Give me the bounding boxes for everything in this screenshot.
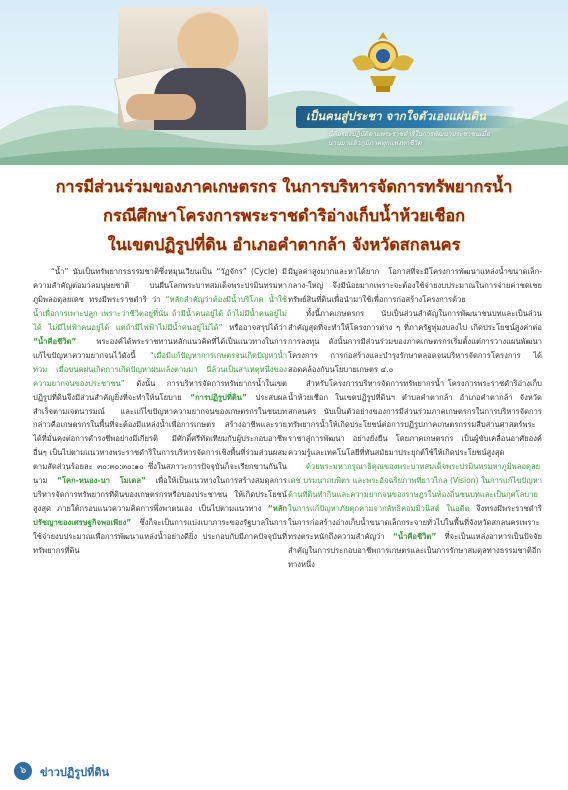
philosophy-name: “หลักปรัชญาของเศรษฐกิจพอเพียง” <box>33 504 287 528</box>
title-line-1: การมีส่วนร่วมของภาคเกษตรกร ในการบริหารจัดการทรัพยากรน้ำ <box>55 177 513 196</box>
king-portrait-photo <box>118 6 268 130</box>
text-run: ซึ่งก็จะเป็นการแบ่งเบาภาระของรัฐบาลในการใช้จ่ายงบประมาณเพื่อการพัฒนาแหล่งน้ำอย่างดียิ่ง ประกอบกับมีภาคปัจจุบันที่ทรัพยากรที่ดิน <box>33 518 287 556</box>
royal-quote: “น้ำคือชีวิต” <box>33 336 77 346</box>
paragraph: สำหรับโครงการบริหารจัดการทรัพยากรน้ำ โครงการพระราชดำริอ่างเก็บน้ำห้วยเชือก ในเขตปฏิรูปที่ดินฯ ตำบลคำตากล้า อำเภอคำตากล้า จังหวัดสกลนคร นับเป็นตัวอย่างของการมีส่วนร่วมภาคเกษตรกรในการบริหารจัดการทรัพยากรน้ำให้เกิดประโยชน์ต่อการปฏิรูปภาคเกษตรกรรมสืบสานศาสตร์พระราชาสู่การพัฒนา อย่างยั่งยืน โดยภาคเกษตรกร เป็นผู้ขับเคลื่อนอาศัยองค์ความรู้และเทคโนโลยีที่ทันสมัยมาประยุกต์ใช้ให้เกิดประโยชน์สูงสุด <box>288 378 542 458</box>
royal-quote: “เมื่อมีแก้ปัญหาการเกษตรจนเกิดปัญหาน้ำท่วม เมื่อขนคฝนเกิดการเกิดปัญหาฝนแล้งตามมา นี่ล้วนเป็นสาเหตุหนึ่งของความยากจนของประชาชน” <box>33 350 287 388</box>
highlight-run: ด้วยพระมหากรุณาธิคุณของพระบาทสมเด็จพระปรมินทรมหาภูมิพลอดุลยเดช บรมนาถบพิตร และพระอัจฉริยภาพที่ยาวไกล (Vision) ในการแก้ไขปัญหาด้านที่ดินทำกินและความยากจนของราษฎรในท้องถิ่นชนบทและเป็นกุศโลบายในการแก้ปัญหาภัยคุกคามจากลัทธิคอมมิวนิสต์ ในอดีต <box>288 462 542 514</box>
text-run: ที่จะเป็นแหล่งอาหารเป็นปัจจัยสำคัญในการประกอบอาชีพการเกษตรและเป็นการรักษาสมดุลทางธรรมชาติอีกทางหนึ่ง <box>288 532 542 570</box>
body-column-right <box>288 265 542 572</box>
banner-tagline: นี่คือรองปฏิบัติตามพระราชดำริในการพัฒนาประชาชนเมื่อนานมาแล้วภูมิภาคทุกแห่งทุกชีวิต <box>328 130 490 147</box>
royal-motto-ribbon <box>296 106 516 128</box>
header-banner <box>0 0 568 165</box>
publication-name: ข่าวปฏิรูปที่ดิน <box>40 766 110 779</box>
text-run: พระองค์ได้พระราชทานหลักแนวคิดที่ได้เป็นแนวทางในการแก้ไขปัญหาความยากจนไว้ดังนี้ <box>33 336 287 360</box>
royal-quote: “หลักสำคัญว่าต้องมีน้ำบริโภค น้ำใช้ น้ำเพื่อการเพาะปลูก เพราะว่าชีวิตอยู่ที่นั่น ถ้ามีน้ำคนอยู่ได้ ถ้าไม่มีน้ำคนอยู่ไม่ได้ ไม่มีไฟฟ้าคนอยู่ได้ แต่ถ้ามีไฟฟ้าไม่มีน้ำคนอยู่ไม่ได้” <box>33 294 287 332</box>
text-run: “น้ำ” นับเป็นทรัพยากรธรรมชาติซึ่งหมุนเวียนเป็น “วัฏจักร” (Cycle) มีความสำคัญต่อมวลมนุษยชาติ บนผืนโลกพระบาทสมเด็จพระปรมินทรมหาภูมิพลอดุลยเดช ทรงมีพระราชดำริ ว่า <box>33 267 287 304</box>
paragraph <box>33 265 287 558</box>
body-column-left <box>33 265 287 558</box>
paragraph: มีมูลค่าสูงมากและหาได้ยาก โอกาสที่จะมีโครงการพัฒนาแหล่งน้ำขนาดเล็ก-กลาง-ใหญ่ จึงมีน้อยมากเพราะจะต้องใช้จ่ายงบประมาณในการจ่ายค่าชดเชยทรัพย์สินที่ดินเพื่อนำมาใช้เพื่อการก่อสร้างโครงการด้วย <box>288 267 542 304</box>
royal-quote: “น้ำคือชีวิต” <box>392 532 437 542</box>
text-run: จึงทรงมีพระราชดำริในการก่อสร้างอ่างเก็บน้ำขนาดเล็กกระจายทั่วไปในพื้นที่จังหวัดสกลนครเพราะทรงตระหนักถึงความสำคัญว่า <box>288 504 542 542</box>
paragraph: ทั้งนี้ภาคเกษตรกร นับเป็นส่วนสำคัญในการพัฒนาชนบทและเป็นส่วนสำคัญสุดที่จะทำให้โครงการต่าง ๆ ที่ภาครัฐทุ่มงบลงไป เกิดประโยชน์สูงค่าต่อการลงทุน ดังนั้นการมีส่วนร่วมของภาคเกษตรกรเริ่มตั้งแต่การวางแผนพัฒนาโครงการ การก่อสร้างและบำรุงรักษาตลอดจนบริหารจัดการโครงการ ได้สอดคล้องกับนโยบายเกษตร ๔.๐ <box>288 308 542 374</box>
page-number: ๖ <box>14 762 32 780</box>
paragraph <box>288 460 542 572</box>
royal-quote: “การปฏิรูปที่ดิน” <box>190 392 247 402</box>
ribbon-text: เป็นคนสู่ประชา จากใจตัวเองแผ่นดิน <box>306 109 486 123</box>
text-run: หรืออาจสรุปได้ว่า <box>222 322 287 332</box>
title-line-2: กรณีศึกษาโครงการพระราชดำริอ่างเก็บน้ำห้วยเชือก <box>102 206 466 225</box>
article-title <box>14 172 554 259</box>
model-name: “โคก-หนอง-นา โมเดล” <box>56 476 146 486</box>
title-line-3: ในเขตปฏิรูปที่ดิน อำเภอคำตากล้า จังหวัดสกลนคร <box>107 235 461 254</box>
text-run: เพื่อให้เป็นแนวทางในการสร้างสมดุลการบริหารจัดการทรัพยากรที่ดินของเกษตรกรหรือของประชาชน ให้เกิดประโยชน์สูงสุด ภายใต้กรอบแนวความคิดการพึ่งพาตนเอง เป็นไปตามแนวทาง <box>33 476 287 514</box>
text-run: ดังนั้น การบริหารจัดการทรัพยากรน้ำในเขตปฏิรูปที่ดินจึงมีส่วนสำคัญยิ่งที่จะทำให้นโยบาย <box>33 378 287 402</box>
text-run: ประสบผลสำเร็จตามเจตนารมณ์ และแก้ไขปัญหาความยากจนของเกษตรกรในชนบท กล่าวคือเกษตรกรในพื้นที่จะต้องมีแหล่งน้ำเพื่อการเกษตร สร้างอาชีพและรายได้ที่มั่นคงต่อการดำรงชีพอย่างมีเกียรติ มีศักดิ์ศรีทัดเทียมกับผู้ประกอบอาชีพ อื่นๆ เป็นไปตามแนวทางพระราชดำริในการบริหารจัดการเชิงพื้นที่ร่วมส่วนผสม ตามสัดส่วนร้อยละ ๓๐:๓๐:๓๐:๑๐ ซึ่งในสภาวะการปัจจุบันก็จะเรียกขานกันในนาม <box>33 392 287 486</box>
portrait-hands <box>126 94 196 120</box>
royal-emblem-icon <box>346 26 420 100</box>
